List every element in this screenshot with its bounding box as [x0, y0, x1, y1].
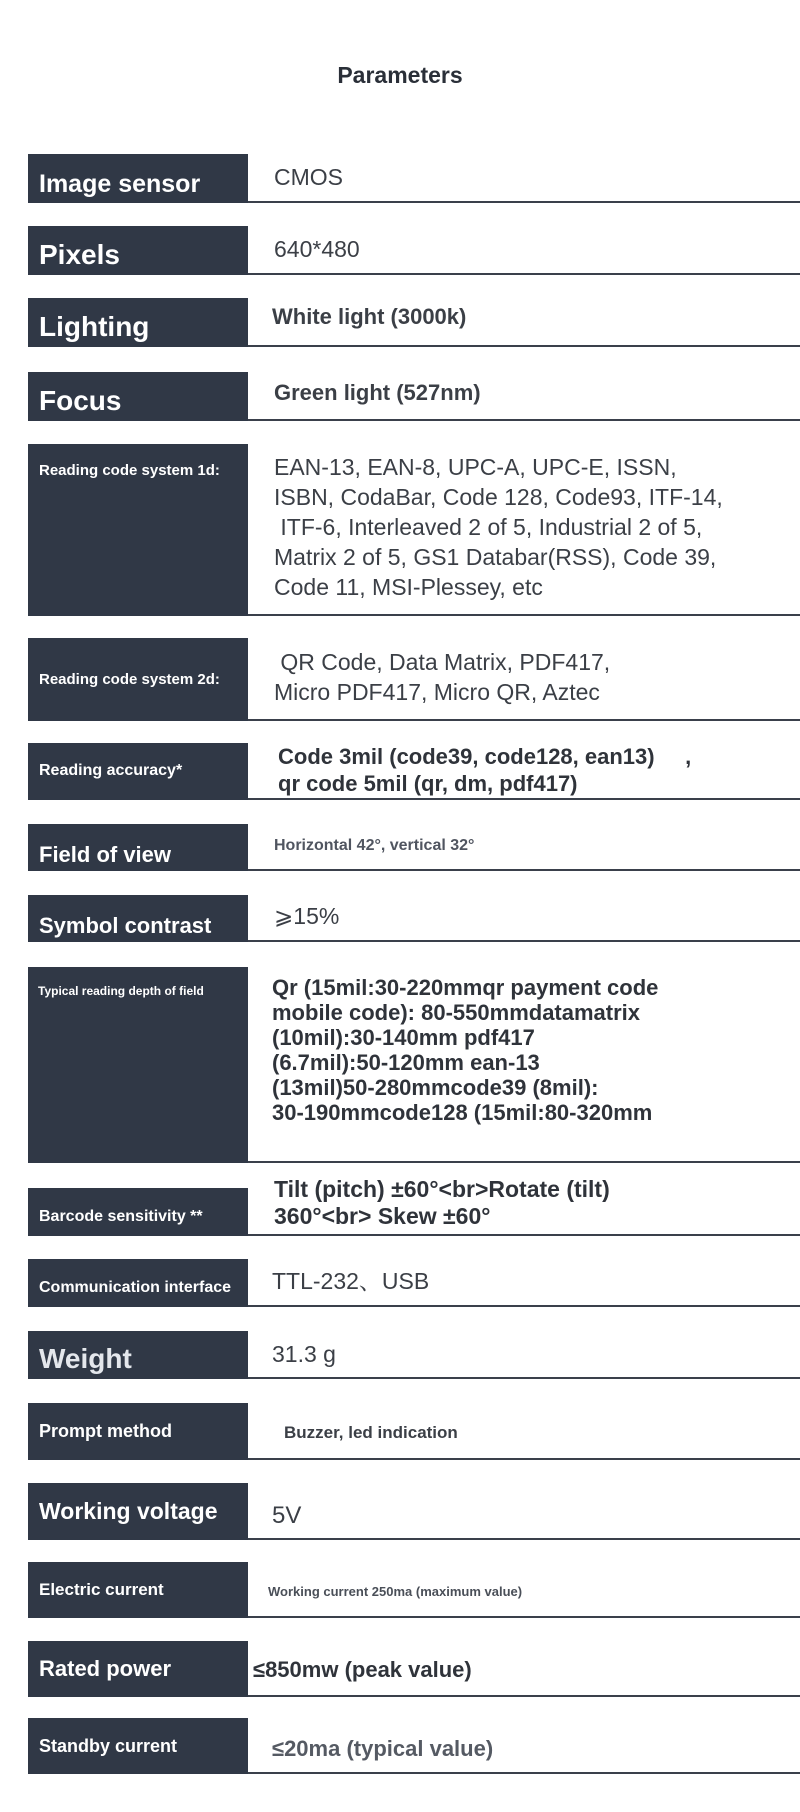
spec-label: Reading code system 2d:: [28, 638, 248, 721]
spec-row-field-of-view: [28, 824, 800, 871]
row-divider: [248, 1234, 800, 1236]
spec-value: 31.3 g: [272, 1341, 336, 1367]
row-divider: [248, 1377, 800, 1379]
spec-value: Buzzer, led indication: [284, 1423, 458, 1442]
spec-label: Standby current: [28, 1718, 248, 1774]
spec-row-electric-current: [28, 1562, 800, 1618]
spec-label: Barcode sensitivity **: [28, 1188, 248, 1236]
spec-row-reading-code-2d: [28, 638, 800, 721]
spec-label: Reading accuracy*: [28, 743, 248, 800]
spec-label: Reading code system 1d:: [28, 444, 248, 616]
spec-label: Pixels: [28, 226, 248, 275]
spec-row-reading-code-1d: [28, 444, 800, 616]
spec-row-focus: [28, 372, 800, 421]
spec-value: 5V: [272, 1502, 302, 1529]
spec-label: Weight: [28, 1331, 248, 1379]
row-divider: [248, 1161, 800, 1163]
row-divider: [248, 798, 800, 800]
row-divider: [248, 345, 800, 347]
spec-value: Working current 250ma (maximum value): [268, 1584, 523, 1599]
spec-row-communication-interface: [28, 1259, 800, 1307]
row-divider: [248, 1695, 800, 1697]
spec-value: 640*480: [274, 236, 360, 262]
spec-row-reading-accuracy: [28, 743, 800, 800]
spec-row-weight: [28, 1331, 800, 1379]
spec-row-standby-current: [28, 1718, 800, 1774]
row-divider: [248, 201, 800, 203]
spec-label: Prompt method: [28, 1403, 248, 1460]
spec-row-barcode-sensitivity: [28, 1176, 800, 1236]
spec-row-image-sensor: [28, 154, 800, 203]
spec-row-lighting: [28, 298, 800, 347]
spec-value: Code 3mil (code39, code128, ean13) , qr code 5mil (qr, dm, pdf417): [278, 744, 692, 796]
spec-value: Horizontal 42°, vertical 32°: [274, 837, 475, 854]
spec-label: Rated power: [28, 1641, 248, 1697]
spec-row-prompt-method: [28, 1403, 800, 1460]
spec-label: Symbol contrast: [28, 895, 248, 942]
spec-label: Focus: [28, 372, 248, 421]
row-divider: [248, 419, 800, 421]
spec-value: Tilt (pitch) ±60°<br>Rotate (tilt) 360°<br> Skew ±60°: [274, 1176, 610, 1229]
row-divider: [248, 1616, 800, 1618]
spec-row-working-voltage: [28, 1483, 800, 1540]
row-divider: [248, 869, 800, 871]
spec-row-symbol-contrast: [28, 895, 800, 942]
row-divider: [248, 273, 800, 275]
row-divider: [248, 719, 800, 721]
spec-value: ≤20ma (typical value): [272, 1736, 494, 1761]
row-divider: [248, 1772, 800, 1774]
page-title: Parameters: [337, 62, 463, 88]
spec-label: Communication interface: [28, 1259, 248, 1307]
spec-value: Green light (527nm): [274, 380, 481, 405]
spec-label: Typical reading depth of field: [28, 967, 248, 1163]
spec-value: EAN-13, EAN-8, UPC-A, UPC-E, ISSN, ISBN, CodaBar, Code 128, Code93, ITF-14, ITF-6, Interleaved 2 of 5, Industrial 2 of 5, Matrix 2 of 5, GS1 Databar(RSS), Code 39, Code 11, MSI-Plessey, etc: [274, 454, 723, 600]
spec-label: Image sensor: [28, 154, 248, 203]
spec-value: ≤850mw (peak value): [253, 1657, 472, 1682]
row-divider: [248, 614, 800, 616]
spec-label: Electric current: [28, 1562, 248, 1618]
spec-row-depth-of-field: [28, 967, 800, 1163]
spec-label: Lighting: [28, 298, 248, 347]
spec-label: Field of view: [28, 824, 248, 871]
spec-value: QR Code, Data Matrix, PDF417, Micro PDF417, Micro QR, Aztec: [274, 649, 611, 705]
spec-value: ⩾15%: [274, 903, 340, 929]
row-divider: [248, 1458, 800, 1460]
row-divider: [248, 940, 800, 942]
spec-value: Qr (15mil:30-220mmqr payment code mobile code): 80-550mmdatamatrix (10mil):30-140mm pdf417 (6.7mil):50-120mm ean-13 (13mil)50-280mmcode39 (8mil): 30-190mmcode128 (15mil:80-320mm: [272, 975, 659, 1125]
row-divider: [248, 1305, 800, 1307]
spec-row-rated-power: [28, 1641, 800, 1697]
spec-value: White light (3000k): [272, 304, 467, 329]
spec-label: Working voltage: [28, 1483, 248, 1540]
spec-value: CMOS: [274, 164, 343, 190]
spec-row-pixels: [28, 226, 800, 275]
spec-value: TTL-232、USB: [272, 1268, 430, 1294]
row-divider: [248, 1538, 800, 1540]
